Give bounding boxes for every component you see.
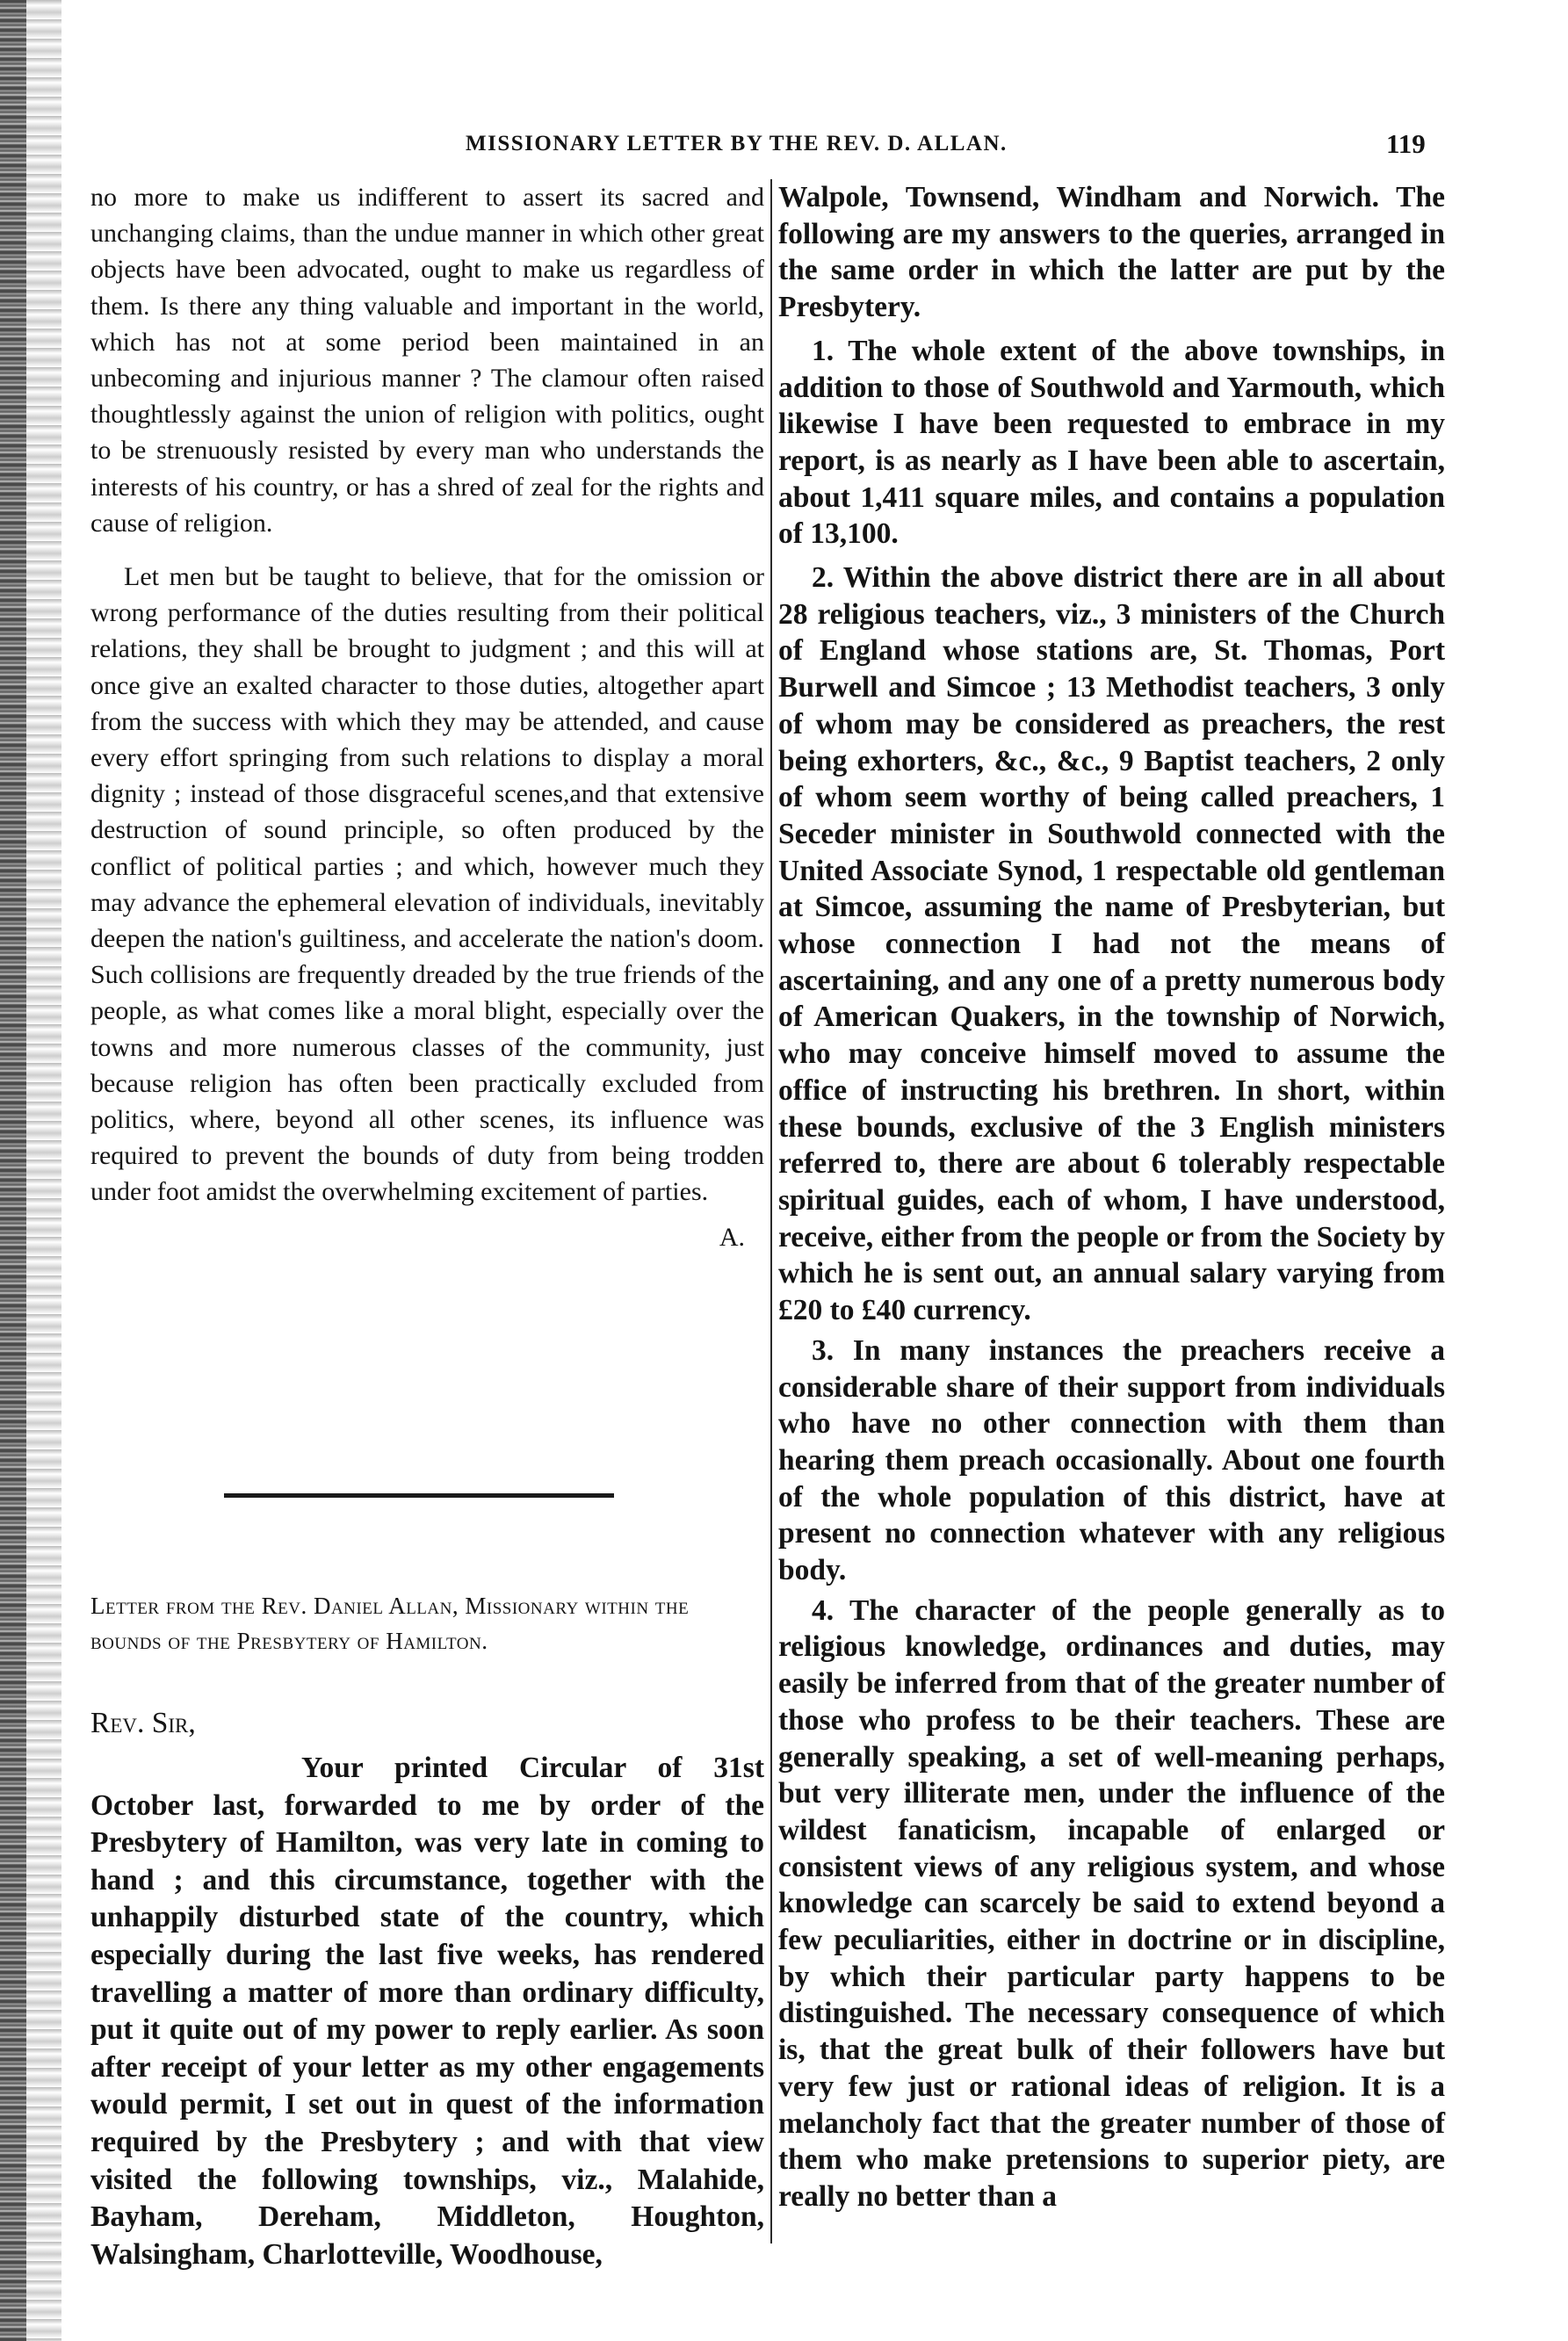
letter-heading-text: Letter from the Rev. Daniel Allan, Missionary within the bounds of the Presbytery of Hamilton.	[90, 1593, 690, 1654]
signature: A.	[719, 1222, 745, 1252]
right-item-1: 1. The whole extent of the above townships, in addition to those of Southwold and Yarmouth, which likewise I have been requested to embrace in my report, is as nearly as I have been able to ascertain, about 1,411 square miles, and contains a population of 13,100.	[778, 334, 1445, 551]
salutation: Rev. Sir,	[90, 1707, 196, 1739]
column-divider	[770, 179, 772, 2243]
right-item-2: 2. Within the above district there are in all about 28 religious teachers, viz., 3 ministers of the Church of England whose stations are, St. Thomas, Port Burwell and Simcoe ; 13 Methodist teachers, 3 only of whom may be considered as preachers, the rest being exhorters, &c., &c., 9 Baptist teachers, 2 only of whom seem worthy of being called preachers, 1 Seceder minister in Southwold connected with the United Associate Synod, 1 respectable old gentleman at Simcoe, assuming the name of Presbyterian, but whose connection I had not the means of ascertaining, and any one of a pretty numerous body of American Quakers, in the township of Norwich, who may conceive himself moved to assume the office of instructing his brethren. In short, within these bounds, exclusive of the 3 English ministers referred to, there are about 6 tolerably respectable spiritual guides, each of whom, I have understood, receive, either from the people or from the Society by which he is sent out, an annual salary varying from £20 to £40 currency.	[778, 561, 1445, 1327]
left-column-top	[90, 179, 764, 1255]
left-para-1: no more to make us indifferent to assert its sacred and unchanging claims, than the undue manner in which other great objects have been advocated, ought to make us regardless of them. Is there any thing valuable and important in the world, which has not at some period been maintained in an unbecoming and injurious manner ? The clamour often raised thoughtlessly against the union of religion with politics, ought to be strenuously resisted by every man who understands the interests of his country, or has a shred of zeal for the rights and cause of religion.	[90, 183, 764, 538]
right-item-4: 4. The character of the people generally as to religious knowledge, ordinances and duties, may easily be inferred from that of the greater number of those who profess to be their teachers. These are generally speaking, a set of well-meaning perhaps, but very illiterate men, under the influence of the wildest fanaticism, incapable of enlarged or consistent views of any religious system, and whose knowledge can scarcely be said to extend beyond a few peculiarities, either in doctrine or in discipline, by which their particular party happens to be distinguished. The necessary consequence of which is, that the great bulk of their followers have but very few just or rational ideas of religion. It is a melancholy fact that the greater number of those of them who make pretensions to superior piety, are really no better than a	[778, 1593, 1445, 2213]
right-column	[778, 179, 1445, 2215]
binding-shadow	[26, 0, 61, 2341]
binding-edge	[0, 0, 26, 2341]
letter-heading	[90, 1588, 764, 1658]
page-number: 119	[1386, 128, 1426, 159]
left-para-3: Your printed Circular of 31st October last, forwarded to me by order of the Presbytery of Hamilton, was very late in coming to hand ; and this circumstance, together with the unhappily disturbed state of the country, which especially during the last five weeks, has rendered travelling a matter of more than ordinary difficulty, put it quite out of my power to reply earlier. As soon after receipt of your letter as my other engagements would permit, I set out in quest of the information required by the Presbytery ; and with that view visited the following townships, viz., Malahide, Bayham, Dereham, Middleton, Houghton, Walsingham, Charlotteville, Woodhouse,	[90, 1752, 764, 2271]
section-rule	[224, 1493, 614, 1498]
right-para-1: Walpole, Townsend, Windham and Norwich. The following are my answers to the queries, arranged in the same order in which the latter are put by the Presbytery.	[778, 181, 1445, 324]
right-item-3: 3. In many instances the preachers receive a considerable share of their support from individuals who have no other connection with them than hearing them preach occasionally. About one fourth of the whole population of this district, have at present no connection whatever with any religious body.	[778, 1333, 1445, 1587]
left-para-2: Let men but be taught to believe, that for the omission or wrong performance of the duties resulting from their political relations, they shall be brought to judgment ; and this will at once give an exalted character to those duties, altogether apart from the success with which they may be attended, and cause every effort springing from such relations to display a moral dignity ; instead of those disgraceful scenes,and that extensive destruction of sound principle, so often produced by the conflict of political parties ; and which, however much they may advance the ephemeral elevation of individuals, inevitably deepen the nation's guiltiness, and accelerate the nation's doom. Such collisions are frequently dreaded by the true friends of the people, as what comes like a moral blight, especially over the towns and more numerous classes of the community, just because religion has often been practically excluded from politics, where, beyond all other scenes, its influence was required to prevent the bounds of duty from being trodden under foot amidst the overwhelming excitement of parties.	[90, 562, 764, 1207]
running-head: MISSIONARY LETTER BY THE REV. D. ALLAN.	[466, 132, 1008, 155]
left-column-letter	[90, 1750, 764, 2273]
